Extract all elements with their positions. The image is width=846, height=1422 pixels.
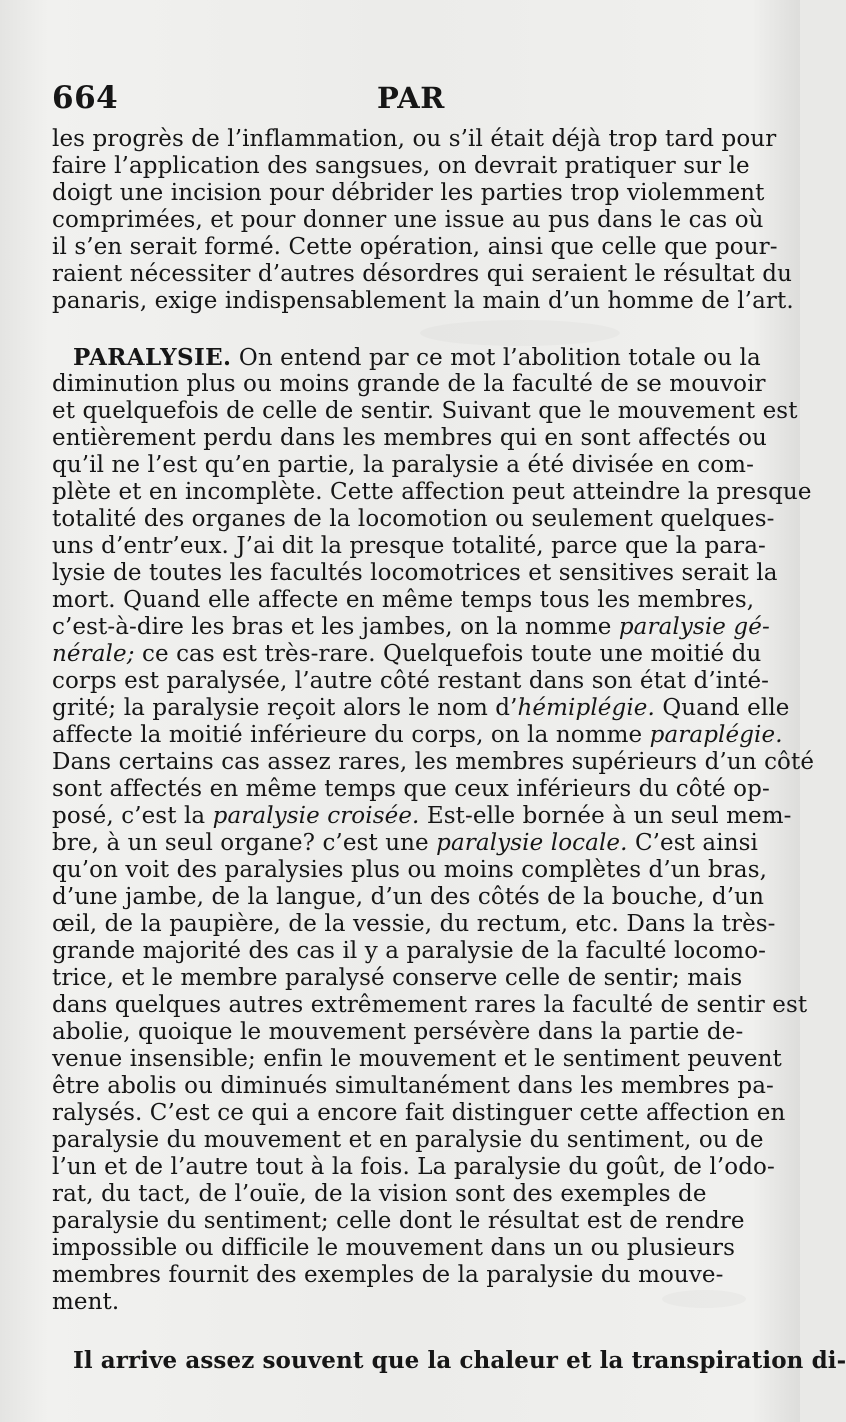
italic-term: paralysie gé- — [618, 614, 770, 640]
text-line: lysie de toutes les facultés locomotrices et sensitives serait la — [52, 560, 778, 586]
line-text: affecte la moitié inférieure du corps, on la nomme — [52, 722, 650, 748]
line-text: C’est ainsi — [627, 830, 758, 856]
italic-term: nérale; — [52, 641, 135, 667]
text-line: membres fournit des exemples de la paralysie du mouve- — [52, 1262, 724, 1288]
text-line-with-italic — [52, 614, 770, 641]
text-line: les progrès de l’inflammation, ou s’il était déjà trop tard pour — [52, 126, 777, 152]
text-line-with-italic — [52, 830, 760, 857]
text-line: l’un et de l’autre tout à la fois. La paralysie du goût, de l’odo- — [52, 1154, 775, 1180]
text-line: corps est paralysée, l’autre côté restant dans son état d’inté- — [52, 668, 770, 694]
line-text: ce cas est très-rare. Quelquefois toute une moitié du — [134, 641, 762, 667]
text-line: ment. — [52, 1289, 120, 1315]
text-line: ralysés. C’est ce qui a encore fait distinguer cette affection en — [52, 1100, 786, 1126]
text-line-with-italic — [52, 695, 790, 722]
italic-term: paralysie locale. — [436, 830, 628, 856]
text-line: qu’il ne l’est qu’en partie, la paralysie a été divisée en com- — [52, 452, 754, 478]
text-line: comprimées, et pour donner une issue au pus dans le cas où — [52, 207, 764, 233]
text-line: entièrement perdu dans les membres qui en sont affectés ou — [52, 425, 767, 451]
text-line-with-italic — [52, 722, 783, 749]
page-header — [52, 77, 764, 119]
text-line: dans quelques autres extrêmement rares la faculté de sentir est — [52, 992, 808, 1018]
text-line: trice, et le membre paralysé conserve celle de sentir; mais — [52, 965, 743, 991]
text-line: rat, du tact, de l’ouïe, de la vision sont des exemples de — [52, 1181, 707, 1207]
italic-term: hémiplégie. — [517, 695, 655, 721]
text-line: raient nécessiter d’autres désordres qui seraient le résultat du — [52, 261, 792, 287]
text-line: qu’on voit des paralysies plus ou moins complètes d’un bras, — [52, 857, 768, 883]
text-line: faire l’application des sangsues, on devrait pratiquer sur le — [52, 153, 750, 179]
text-line-with-italic — [52, 803, 792, 830]
line-text: grité; la paralysie reçoit alors le nom d’ — [52, 695, 518, 721]
text-line: diminution plus ou moins grande de la faculté de se mouvoir — [52, 371, 766, 397]
text-line: sont affectés en même temps que ceux inférieurs du côté op- — [52, 776, 770, 802]
line-text: c’est-à-dire les bras et les jambes, on la nomme — [52, 614, 619, 640]
text-line-with-italic — [52, 641, 760, 668]
text-line: et quelquefois de celle de sentir. Suivant que le mouvement est — [52, 398, 798, 424]
italic-term: paraplégie. — [649, 722, 783, 748]
line-text: bre, à un seul organe? c’est une — [52, 830, 437, 856]
text-line: paralysie du mouvement et en paralysie du sentiment, ou de — [52, 1127, 764, 1153]
dictionary-entry-term: PARALYSIE. — [73, 344, 232, 371]
paragraph-start-line: Il arrive assez souvent que la chaleur et la transpiration di- — [73, 1347, 846, 1374]
entry-line-text: On entend par ce mot l’abolition totale ou la — [238, 345, 761, 371]
text-line: grande majorité des cas il y a paralysie de la faculté locomo- — [52, 938, 767, 964]
text-line: totalité des organes de la locomotion ou seulement quelques- — [52, 506, 775, 532]
text-line: être abolis ou diminués simultanément dans les membres pa- — [52, 1073, 774, 1099]
line-text: Quand elle — [654, 695, 790, 721]
text-line: impossible ou difficile le mouvement dans un ou plusieurs — [52, 1235, 736, 1261]
line-text: posé, c’est la — [52, 803, 213, 829]
line-text: Est-elle bornée à un seul mem- — [419, 803, 792, 829]
text-line: abolie, quoique le mouvement persévère dans la partie de- — [52, 1019, 744, 1045]
text-line: il s’en serait formé. Cette opération, ainsi que celle que pour- — [52, 234, 778, 260]
text-line: d’une jambe, de la langue, d’un des côtés de la bouche, d’un — [52, 884, 764, 910]
entry-first-line — [73, 344, 760, 371]
italic-term: paralysie croisée. — [212, 803, 420, 829]
text-line: paralysie du sentiment; celle dont le résultat est de rendre — [52, 1208, 745, 1234]
text-line: venue insensible; enfin le mouvement et le sentiment peuvent — [52, 1046, 782, 1072]
text-line: uns d’entr’eux. J’ai dit la presque totalité, parce que la para- — [52, 533, 766, 559]
page-number: 664 — [52, 80, 119, 116]
text-line: panaris, exige indispensablement la main d’un homme de l’art. — [52, 288, 794, 314]
text-line: œil, de la paupière, de la vessie, du rectum, etc. Dans la très- — [52, 911, 776, 937]
page-stain — [420, 320, 620, 346]
text-line: doigt une incision pour débrider les parties trop violemment — [52, 180, 765, 206]
text-line: mort. Quand elle affecte en même temps tous les membres, — [52, 587, 755, 613]
text-line: plète et en incomplète. Cette affection peut atteindre la presque — [52, 479, 812, 505]
text-line: Dans certains cas assez rares, les membres supérieurs d’un côté — [52, 749, 815, 775]
running-head: PAR — [377, 81, 445, 115]
